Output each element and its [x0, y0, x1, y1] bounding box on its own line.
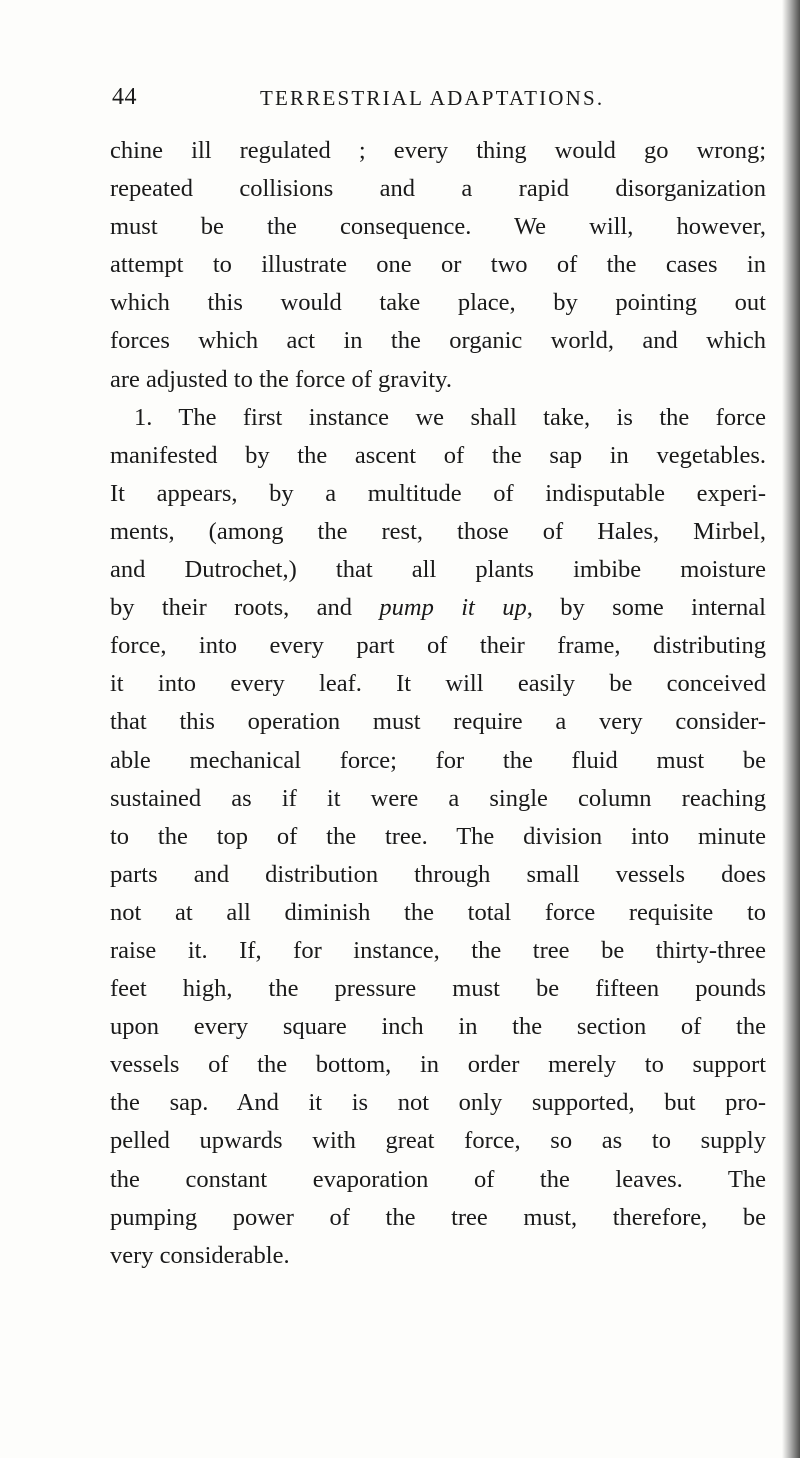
text-line: and Dutrochet,) that all plants imbibe moisture [110, 556, 766, 584]
text-line: chine ill regulated ; every thing would go wrong; [110, 137, 766, 164]
text-line: to the top of the tree. The division into minute [110, 822, 766, 850]
text-line: forces which act in the organic world, and which [110, 327, 766, 355]
text-line: upon every square inch in the section of the [110, 1013, 766, 1041]
text-line: sustained as if it were a single column reaching [110, 784, 766, 812]
text-line: force, into every part of their frame, distributing [110, 632, 766, 660]
text-line: which this would take place, by pointing out [110, 289, 766, 317]
page-header [112, 84, 762, 124]
text-segment: , by some internal [526, 594, 766, 622]
text-line: the sap. And it is not only supported, but pro- [110, 1089, 766, 1117]
text-line: that this operation must require a very consider- [110, 708, 766, 736]
page-edge-shadow [782, 0, 800, 1458]
text-line: parts and distribution through small vessels does [110, 860, 766, 888]
running-title: TERRESTRIAL ADAPTATIONS. [260, 86, 605, 110]
text-line: attempt to illustrate one or two of the cases in [110, 251, 766, 279]
text-line: 1. The first instance we shall take, is the force [134, 403, 766, 431]
text-line: ments, (among the rest, those of Hales, Mirbel, [110, 517, 766, 545]
text-line: the constant evaporation of the leaves. The [110, 1165, 766, 1193]
text-line: it into every leaf. It will easily be conceived [110, 670, 766, 698]
text-line: feet high, the pressure must be fifteen pounds [110, 975, 766, 1003]
text-line: not at all diminish the total force requisite to [110, 898, 766, 926]
text-line: repeated collisions and a rapid disorganization [110, 175, 766, 203]
text-line: must be the consequence. We will, however, [110, 213, 766, 241]
text-line: very considerable. [110, 1241, 290, 1269]
text-line: It appears, by a multitude of indisputable experi- [110, 479, 766, 507]
text-line: raise it. If, for instance, the tree be thirty-three [110, 936, 766, 964]
text-line: able mechanical force; for the fluid must be [110, 746, 766, 774]
text-segment: by their roots, and [110, 594, 380, 622]
text-line [110, 589, 766, 627]
page-number: 44 [112, 84, 137, 110]
text-line: are adjusted to the force of gravity. [110, 365, 452, 393]
text-line: vessels of the bottom, in order merely to support [110, 1051, 766, 1079]
body-text [110, 132, 766, 1275]
italic-emphasis: pump it up [379, 594, 527, 622]
text-line: manifested by the ascent of the sap in vegetables. [110, 441, 766, 469]
text-line: pumping power of the tree must, therefore, be [110, 1203, 766, 1231]
text-line: pelled upwards with great force, so as to supply [110, 1127, 766, 1155]
